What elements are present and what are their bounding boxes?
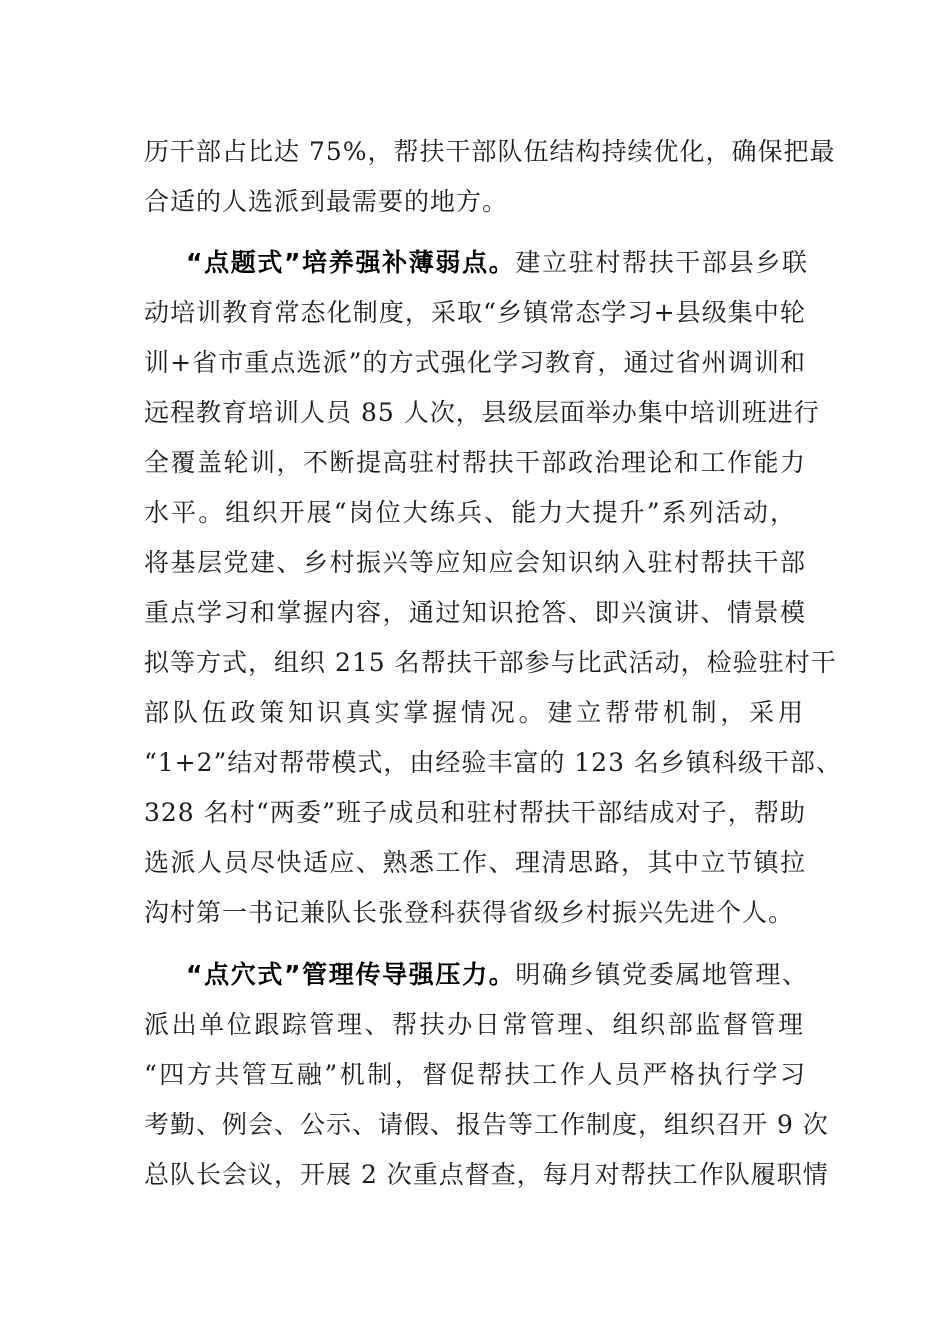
- text-line: 重点学习和掌握内容，通过知识抢答、即兴演讲、情景模: [144, 598, 806, 627]
- text-line: “1+2”结对帮带模式，由经验丰富的 123 名乡镇科级干部、: [144, 748, 842, 777]
- text-line: 考勤、例会、公示、请假、报告等工作制度，组织召开 9 次: [144, 1110, 829, 1139]
- text-line: 派出单位跟踪管理、帮扶办日常管理、组织部监督管理: [144, 1010, 804, 1039]
- text-line: 远程教育培训人员 85 人次，县级层面举办集中培训班进行: [144, 398, 820, 427]
- text-line: 动培训教育常态化制度，采取“乡镇常态学习+县级集中轮: [144, 298, 806, 327]
- text-line: 合适的人选派到最需要的地方。: [144, 187, 509, 216]
- paragraph-heading: “点题式”培养强补薄弱点。: [186, 248, 516, 277]
- paragraph-heading: “点穴式”管理传导强压力。: [186, 960, 516, 989]
- text-line: 历干部占比达 75%，帮扶干部队伍结构持续优化，确保把最: [144, 137, 836, 166]
- text-line: 328 名村“两委”班子成员和驻村帮扶干部结成对子，帮助: [144, 798, 806, 827]
- paragraph-heading-line: “点穴式”管理传导强压力。明确乡镇党委属地管理、: [186, 960, 808, 989]
- text-line: 拟等方式，组织 215 名帮扶干部参与比武活动，检验驻村干: [144, 648, 837, 677]
- text-line: 水平。组织开展“岗位大练兵、能力大提升”系列活动，: [144, 498, 796, 527]
- text-line: 选派人员尽快适应、熟悉工作、理清思路，其中立节镇拉: [144, 848, 806, 877]
- paragraph-heading-line: “点题式”培养强补薄弱点。建立驻村帮扶干部县乡联: [186, 248, 808, 277]
- text-line: 沟村第一书记兼队长张登科获得省级乡村振兴先进个人。: [144, 898, 795, 927]
- text-line: 将基层党建、乡村振兴等应知应会知识纳入驻村帮扶干部: [144, 548, 806, 577]
- text-line: 训+省市重点选派”的方式强化学习教育，通过省州调训和: [144, 348, 806, 377]
- text-line: “四方共管互融”机制，督促帮扶工作人员严格执行学习: [144, 1060, 806, 1089]
- text-line: 全覆盖轮训，不断提高驻村帮扶干部政治理论和工作能力: [144, 448, 806, 477]
- text-line: 总队长会议，开展 2 次重点督查，每月对帮扶工作队履职情: [144, 1160, 829, 1189]
- text-line: 部队伍政策知识真实掌握情况。建立帮带机制，采用: [144, 698, 804, 727]
